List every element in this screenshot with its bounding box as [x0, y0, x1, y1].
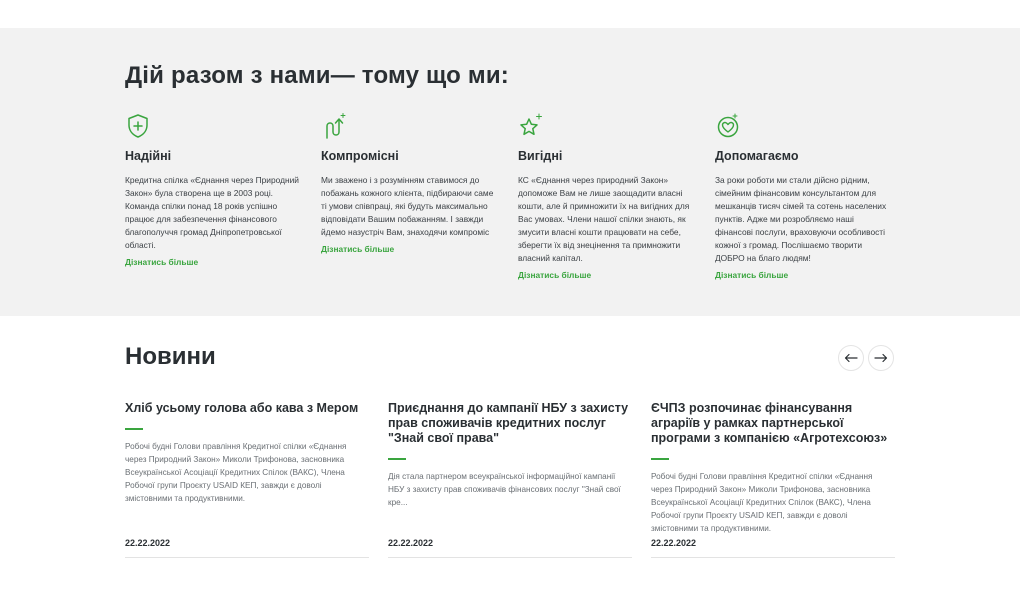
star-sparkle-icon	[518, 112, 544, 140]
feature-learn-more-link[interactable]: Дізнатись більше	[125, 257, 199, 267]
feature-reliable	[125, 112, 300, 270]
news-card-date: 22.22.2022	[125, 538, 171, 548]
feature-text: За роки роботи ми стали дійсно рідним, сімейним фінансовим консультантом для мешканців тисяч сімей та сотень населених пунктів. Адже ми розробляємо наші фінансові послуги, враховуючи особливості кожної з громад. Послішаємо творити ДОБРО на благо людям!	[715, 175, 887, 263]
feature-title: Надійні	[125, 149, 172, 163]
feature-helping	[715, 112, 890, 283]
feature-text: Кредитна спілка «Єднання через Природний Закон» була створена ще в 2003 році. Команда спілки понад 18 років успішно працює для забезпечення фінансового благополуччя громад Дніпропетровської області.	[125, 175, 299, 250]
arrow-right-icon	[874, 353, 888, 363]
feature-learn-more-link[interactable]: Дізнатись більше	[518, 270, 592, 280]
news-card-title[interactable]: Хліб усьому голова або кава з Мером	[125, 401, 359, 415]
news-card[interactable]	[125, 401, 369, 558]
feature-title: Допомагаємо	[715, 149, 799, 163]
feature-title: Компромісні	[321, 149, 399, 163]
feature-text: Ми зважено і з розумінням ставимося до побажань кожного клієнта, підбираючи саме ті умови співпраці, які будуть максимально відповідати Вашим побажанням. І завжди йдемо назустріч Вам, знаходячи компроміс	[321, 175, 494, 237]
feature-learn-more-link[interactable]: Дізнатись більше	[715, 270, 789, 280]
compromise-arrows-icon	[321, 112, 347, 140]
news-card-excerpt: Дія стала партнером всеукраїнської інформаційної кампанії НБУ з захисту прав споживачів фінансових послуг "Знай свої кре...	[388, 472, 621, 507]
news-heading: Новини	[125, 343, 216, 370]
feature-profitable	[518, 112, 693, 283]
features-heading: Дій разом з нами— тому що ми:	[125, 62, 509, 89]
feature-text: КС «Єднання через природний Закон» допоможе Вам не лише заощадити власні кошти, але й примножити їх на вигідних для Вас умовах. Члени нашої спілки знають, як змусити власні кошти працювати на себе, зберегти їх від знецінення та примножити власний капітал.	[518, 175, 690, 263]
news-prev-button[interactable]	[838, 345, 864, 371]
arrow-left-icon	[844, 353, 858, 363]
feature-learn-more-link[interactable]: Дізнатись більше	[321, 244, 395, 254]
feature-title: Вигідні	[518, 149, 563, 163]
news-card-divider	[388, 458, 406, 460]
features-section	[0, 28, 1020, 316]
news-card[interactable]	[388, 401, 632, 558]
news-card[interactable]	[651, 401, 895, 558]
news-card-excerpt: Робочі будні Голови правління Кредитної спілки «Єднання через Природний Закон» Миколи Трифонова, засновника Всеукраїнської Асоціації Кредитних Спілок (ВАКС), Члена Робочої групи Проєкту USAID КЕП, завжди є доволі змістовними та продуктивними.	[125, 442, 347, 503]
heart-hand-icon	[715, 112, 741, 140]
news-card-date: 22.22.2022	[651, 538, 697, 548]
news-card-date: 22.22.2022	[388, 538, 434, 548]
news-card-title[interactable]: Приєднання до кампанії НБУ з захисту прав споживачів кредитних послуг "Знай свої права"	[388, 401, 629, 445]
news-card-divider	[125, 428, 143, 430]
news-card-divider	[651, 458, 669, 460]
shield-plus-icon	[125, 112, 151, 140]
news-next-button[interactable]	[868, 345, 894, 371]
news-card-excerpt: Робочі будні Голови правління Кредитної спілки «Єднання через Природний Закон» Миколи Трифонова, засновника Всеукраїнської Асоціації Кредитних Спілок (ВАКС), Члена Робочої групи Проєкту USAID КЕП, завжди є доволі змістовними та продуктивними.	[651, 472, 873, 533]
news-card-title[interactable]: ЄЧПЗ розпочинає фінансування аграріїв у рамках партнерської програми з компанією «Агротехсоюз»	[651, 401, 888, 445]
feature-compromise	[321, 112, 496, 257]
